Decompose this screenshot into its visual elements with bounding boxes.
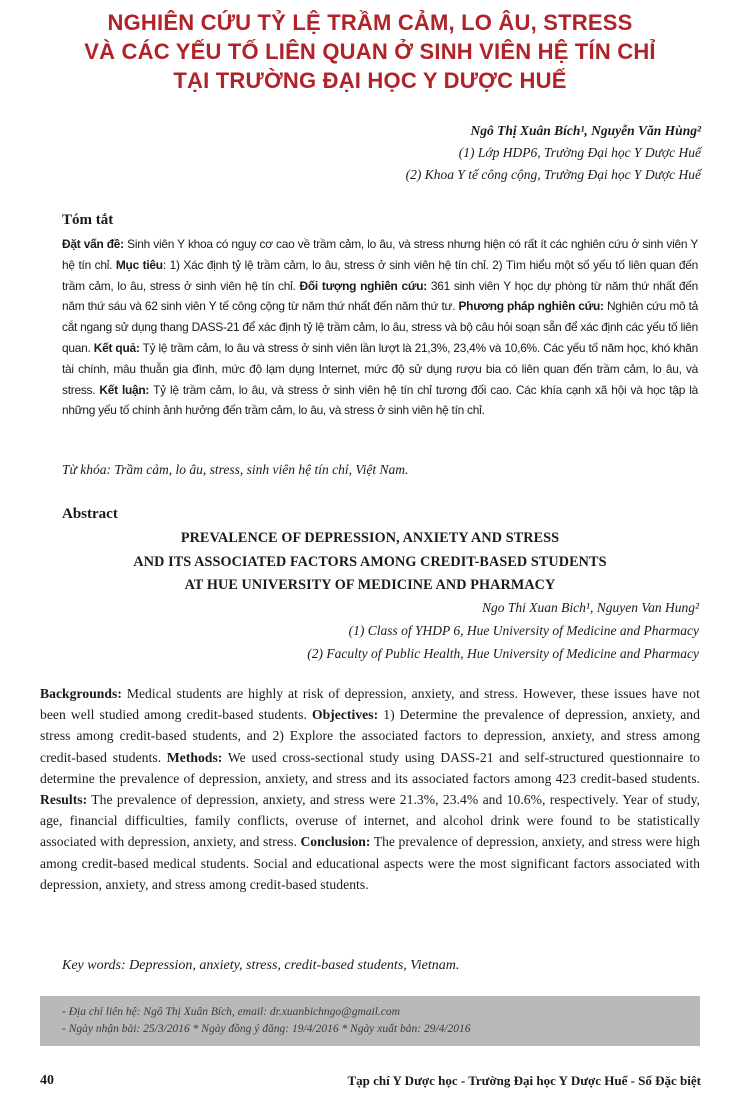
label-methods-vn: Phương pháp nghiên cứu: [458, 299, 604, 314]
article-title-vn [40, 8, 700, 95]
en-title-line-1: PREVALENCE OF DEPRESSION, ANXIETY AND STRESS [180, 530, 560, 546]
affiliation-2-vn: (2) Khoa Y tế công cộng, Trường Đại học Y Dược Huế [405, 167, 701, 182]
label-backgrounds-en: Backgrounds: [40, 686, 122, 701]
label-background-vn: Đặt vấn đề: [62, 237, 124, 251]
text-background-vn: Sinh viên Y khoa có nguy cơ cao về trầm cảm, lo âu, và stress nhưng hiện có rất ít các nghiên cứu ở sinh viên Y hệ tín chỉ. [62, 237, 698, 272]
affiliation-2-en: (2) Faculty of Public Health, Hue University of Medicine and Pharmacy [307, 646, 699, 661]
contact-line: - Địa chỉ liên hệ: Ngô Thị Xuân Bích, email: dr.xuanbichngo@gmail.com [62, 1006, 400, 1018]
label-conclusion-vn: Kết luận: [99, 382, 150, 397]
text-results-vn: Tỷ lệ trầm cảm, lo âu và stress ở sinh viên lần lượt là 21,3%, 23,4% và 10,6%. Các yếu tố năm học, khó khăn tài chính, mâu thuẫn gia đình, mức độ lạm dụng Internet, mức độ sử dụng rượu bia có liên quan đến trầm cảm, lo âu, và stress. [62, 340, 698, 397]
text-results-en: The prevalence of depression, anxiety, and stress were 21.3%, 23.4% and 10.6%, respectively. Year of study, age, financial difficulties, family conflicts, overuse of internet, and alcohol drink were found to be statistically associated with depression, anxiety, and stress. [40, 792, 700, 850]
authors-block-en [307, 596, 699, 665]
text-subjects-vn: 361 sinh viên Y học dự phòng từ năm thứ nhất đến năm thứ sáu và 62 sinh viên Y tế công cộng từ năm thứ nhất đến năm thứ tư. [62, 278, 699, 314]
affiliation-1-vn: (1) Lớp HDP6, Trường Đại học Y Dược Huế [458, 145, 701, 160]
contact-info-box [40, 996, 700, 1046]
label-results-vn: Kết quả: [93, 340, 140, 355]
label-objectives-en: Objectives: [311, 707, 379, 723]
title-line-1: NGHIÊN CỨU TỶ LỆ TRẦM CẢM, LO ÂU, STRESS [107, 10, 633, 35]
label-conclusion-en: Conclusion: [300, 834, 371, 850]
text-backgrounds-en: Medical students are highly at risk of depression, anxiety, and stress. However, these issues have not been well studied among credit-based students. [40, 686, 700, 723]
abstract-heading: Abstract [62, 506, 118, 522]
text-methods-vn: Nghiên cứu mô tả cắt ngang sử dụng thang DASS-21 để xác định tỷ lệ trầm cảm, lo âu, stress và bộ câu hỏi soạn sẵn để xác định các yếu tố liên quan. [62, 299, 698, 355]
text-methods-en: We used cross-sectional study using DASS-21 and self-structured questionnaire to determine the prevalence of depression, anxiety, and stress and its associated factors among 423 credit-based students. [40, 749, 700, 786]
text-objectives-en: 1) Determine the prevalence of depression, anxiety, and stress among credit-based students, and 2) Explore the associated factors to depression, anxiety, and stress among credit-based students. [40, 707, 701, 765]
en-title-line-2: AND ITS ASSOCIATED FACTORS AMONG CREDIT-BASED STUDENTS [133, 553, 607, 570]
page-number: 40 [40, 1073, 54, 1088]
text-objectives-vn: : 1) Xác định tỷ lệ trầm cảm, lo âu, stress ở sinh viên hệ tín chỉ. 2) Tìm hiểu một số yếu tố liên quan đến trầm cảm, lo âu, stress ở sinh viên hệ tín chỉ. [62, 257, 698, 293]
label-results-en: Results: [40, 792, 88, 808]
affiliation-1-en: (1) Class of YHDP 6, Hue University of Medicine and Pharmacy [348, 623, 699, 638]
title-line-3: TẠI TRƯỜNG ĐẠI HỌC Y DƯỢC HUẾ [173, 68, 567, 93]
summary-body-vn [62, 234, 698, 421]
title-line-2: VÀ CÁC YẾU TỐ LIÊN QUAN Ở SINH VIÊN HỆ TÍN CHỈ [84, 39, 656, 64]
label-methods-en: Methods: [166, 749, 223, 765]
article-title-en [60, 527, 680, 598]
keywords-vn: Từ khóa: Trầm cảm, lo âu, stress, sinh viên hệ tín chỉ, Việt Nam. [62, 462, 409, 477]
label-objectives-vn: Mục tiêu [115, 257, 163, 272]
journal-footer: Tạp chí Y Dược học - Trường Đại học Y Dược Huế - Số Đặc biệt [347, 1073, 701, 1088]
authors-block-vn [406, 120, 701, 186]
text-conclusion-vn: Tỷ lệ trầm cảm, lo âu, và stress ở sinh viên hệ tín chỉ tương đối cao. Các khía cạnh xã hội và học tập là những yếu tố chính ảnh hưởng đến trầm cảm, lo âu, và stress ở sinh viên hệ tín chỉ. [62, 382, 698, 418]
author-names-vn: Ngô Thị Xuân Bích¹, Nguyễn Văn Hùng² [470, 123, 701, 138]
en-title-line-3: AT HUE UNIVERSITY OF MEDICINE AND PHARMACY [184, 577, 556, 593]
keywords-en: Key words: Depression, anxiety, stress, credit-based students, Vietnam. [62, 958, 460, 973]
summary-heading-vn: Tóm tắt [62, 212, 114, 228]
label-subjects-vn: Đối tượng nghiên cứu: [299, 278, 427, 293]
abstract-body-en [40, 683, 700, 895]
text-conclusion-en: The prevalence of depression, anxiety, and stress were high among credit-based medical students. Social and educational aspects were the most significant factors associated with depression, anxiety, and stress among credit-based students. [40, 834, 701, 892]
author-names-en: Ngo Thi Xuan Bich¹, Nguyen Van Hung² [482, 600, 699, 615]
dates-line: - Ngày nhận bài: 25/3/2016 * Ngày đồng ý đăng: 19/4/2016 * Ngày xuất bản: 29/4/2016 [62, 1023, 471, 1035]
